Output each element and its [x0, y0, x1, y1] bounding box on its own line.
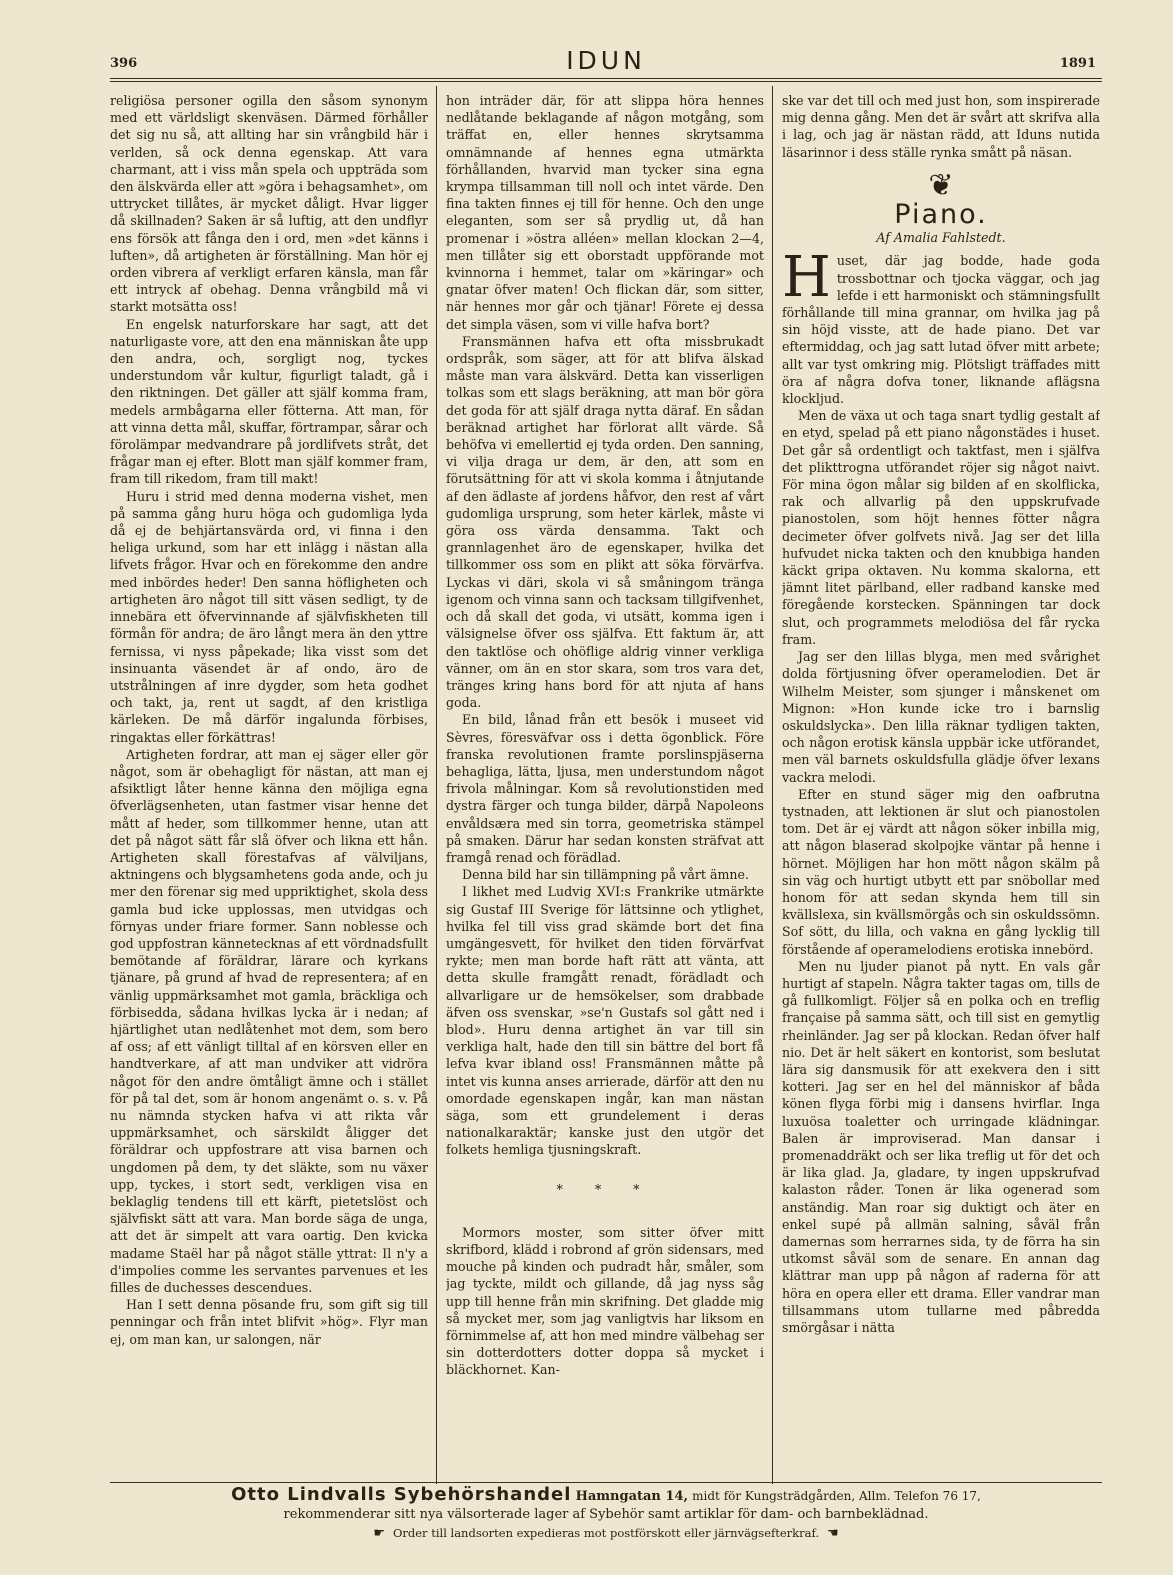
- header-rule-bottom: [110, 81, 1102, 82]
- paragraph: religiösa personer ogilla den såsom synonym med ett världsligt skenväsen. Därmed förhåller det sig nu så, att allting har sin vrångbild här i verlden, så ock denna egenskap. Att vara charmant, att i viss mån spela och uppträda som den älskvärda eller att »göra i behagsamhet», om uttrycket tillåtes, är mycket dåligt. Hvar ligger då skillnaden? Saken är så luftig, att den undflyr ens försök att fånga den i ord, men »det känns i luften», då artigheten är förställning. Man hör ej orden vibrera af verkligt erfaren känsla, man får ett intryck af obehag. Denna vrångbild må vi starkt motsätta oss!: [110, 93, 428, 315]
- paragraph: ske var det till och med just hon, som inspirerade mig denna gång. Men det är svårt att skrifva alla i lag, och jag är nästan rädd, att Iduns nutida läsarinnor i dess ställe rynka smått på näsan.: [782, 93, 1100, 160]
- column-divider-2: [772, 86, 773, 1484]
- paragraph: Jag ser den lillas blyga, men med svårighet dolda förtjusning öfver operamelodien. Det är Wilhelm Meister, som sjunger i månskenet om Mignon: »Hon kunde icke tro i barnslig oskuldslycka». Den lilla räknar tydligen takten, och någon erotisk känsla uppbär icke utförandet, men väl barnets oskuldsfulla glädje öfver lexans vackra melodi.: [782, 649, 1100, 785]
- page-number: 396: [110, 56, 138, 71]
- ad-shop-name: Otto Lindvalls Sybehörshandel: [231, 1484, 572, 1505]
- paragraph: En engelsk naturforskare har sagt, att det naturligaste vore, att den ena människan åte upp den andra, och, sorgligt nog, tyckes understundom vår kultur, figurligt taladt, gå i den riktningen. Det gäller att själf komma fram, medels armbågarna eller fötterna. Att man, för att vinna detta mål, skuffar, förtrampar, sårar och förolämpar medvandrare på jordlifvets stråt, det frågar man ej efter. Blott man själf kommer fram, fram till rikedom, fram till makt!: [110, 316, 428, 487]
- paragraph: Denna bild har sin tillämpning på vårt ämne.: [462, 867, 749, 883]
- paragraph: Men de växa ut och taga snart tydlig gestalt af en etyd, spelad på ett piano någonstädes i huset. Det går så ordentligt och taktfast, men i själfva det plikttrogna utförandet röjer sig något naivt. För mina ögon målar sig bilden af en skolflicka, rak och allvarlig på den uppskrufvade pianostolen, som höjt hennes fötter några decimeter öfver golfvets nivå. Jag ser det lilla hufvudet nicka takten och den knubbiga handen käckt gripa oktaven. Nu komma skalorna, ett jämnt litet pärlband, eller radband kanske med föregående korstecken. Spänningen tar dock slut, och programmets melodiösa del får rycka fram.: [782, 408, 1100, 647]
- footer-rule: [110, 1482, 1102, 1483]
- paragraph: I likhet med Ludvig XVI:s Frankrike utmärkte sig Gustaf III Sverige för lättsinne och ytlighet, hvilka fel till viss grad skämde bort det fina umgängesvett, för hvilket den tiden förvärfvat rykte; men man borde haft rätt att vänta, att detta skulle framgått renadt, förädladt och allvarligare ur de hemsökelser, som drabbade äfven oss svenskar, »se'n Gustafs sol gått ned i blod». Huru denna artighet än var till sin verkliga halt, hade den till sin bättre del bort få lefva kvar ibland oss! Fransmännen måtte på intet vis kunna anses arrierade, därför att den nu omordade egenskapen ingår, kan man nästan säga, som ett grundelement i deras nationalkaraktär; kanske just den utgör det folkets hemliga tjusningskraft.: [446, 884, 764, 1158]
- story-title: Piano.: [894, 199, 988, 231]
- header-rule-top: [110, 78, 1102, 79]
- column-2: [446, 92, 764, 1480]
- ad-line-3: [110, 1524, 1102, 1543]
- paragraph: Artigheten fordrar, att man ej säger eller gör något, som är obehagligt för nästan, att man ej afsiktligt låter henne känna den möjliga egna öfverlägsenheten, utan fastmer visar henne det mått af heder, som tillkommer henne, utan att det på något sätt får slå öfver och likna ett hån. Artigheten skall förestafvas af välviljans, aktningens och blygsamhetens goda ande, och ju mer den förenar sig med uppriktighet, skola dess gamla bud icke upplossas, men utvidgas och förnyas under friare former. Sann noblesse och god uppfostran kännetecknas af ett vördnadsfullt bemötande af föräldrar, lärare och kyrkans tjänare, på grund af hvad de representera; af en vänlig uppmärksamhet mot gamla, bräckliga och förbisedda, sådana hvilkas lycka är i nedan; af hjärtlighet utan nedlåtenhet mot dem, som bero af oss; af ett vänligt tilltal af en körsven eller en handtverkare, af att man undviker att vidröra något för den andre ömtåligt ämne och i stället för på tal det, som är honom angenämt o. s. v. På nu nämnda stycken hafva vi att rikta vår uppmärksamhet, och särskildt åligger det föräldrar och uppfostrare att visa barnen och ungdomen på dem, ty det släkte, som nu växer upp, tyckes, i stort sedt, verkligen visa en beklaglig tendens till ett kärft, pietetslöst och självfiskt sätt att vara. Man borde säga de unga, att det är simpelt att vara oartig. Den kvicka madame Staël har på något ställe yttrat: Il n'y a d'impolies comme les servantes parvenues et les filles de duchesses descendues.: [110, 746, 428, 1296]
- ad-order-text: Order till landsorten expedieras mot postförskott eller järnvägsefterkraf.: [392, 1526, 820, 1540]
- advertisement: [110, 1486, 1102, 1556]
- page-header: [110, 44, 1102, 78]
- column-1: [110, 92, 428, 1480]
- year-label: 1891: [1059, 56, 1096, 71]
- paragraph: Han I sett denna pösande fru, som gift sig till penningar och från intet blifvit »hög». Flyr man ej, om man kan, ur salongen, när: [110, 1297, 428, 1347]
- paragraph: Mormors moster, som sitter öfver mitt skrifbord, klädd i robrond af grön sidensars, med mouche på kinden och pudradt hår, småler, som jag tyckte, mildt och gillande, då jag nyss såg upp till henne från min skrifning. Det gladde mig så mycket mer, som jag vanligtvis har liksom en förnimmelse af, att hon med mindre välbehag ser sin dotterdotters dotter doppa så mycket i bläckhornet. Kan-: [446, 1224, 764, 1378]
- paragraph: Efter en stund säger mig den oafbrutna tystnaden, att lektionen är slut och pianostolen tom. Det är ej värdt att någon söker inbilla mig, att någon blaserad skolpojke väntar på henne i hörnet. Möjligen har hon mött någon skälm på sin väg och hurtigt utbytt ett par snöbollar med honom för att sedan skynda hem till sin kvällslexa, sin kvällsmörgås och sin oskuldssömn. Sof sött, du lilla, och vakna en gång lycklig till förstående af operamelodiens erotiska innebörd.: [782, 786, 1100, 957]
- ad-address-rest: midt för Kungsträdgården, Allm. Telefon 76 17,: [692, 1489, 981, 1503]
- story-first-paragraph: [782, 245, 1100, 407]
- story-author: Af Amalia Fahlstedt.: [876, 230, 1006, 246]
- ad-address: Hamngatan 14,: [575, 1489, 689, 1504]
- paragraph-text: uset, där jag bodde, hade goda trossbottnar och tjocka väggar, och jag lefde i ett harmoniskt och stämningsfullt förhållande till mina grannar, om hvilka jag på sin höjd visste, att de hade piano. Det var eftermiddag, och jag satt lutad öfver mitt arbete; allt var tyst omkring mig. Plötsligt träffades mitt öra af några dofva toner, liknande aflägsna klockljud.: [782, 253, 1100, 407]
- section-stars: * * *: [556, 1181, 654, 1197]
- paragraph: Huru i strid med denna moderna vishet, men på samma gång huru höga och gudomliga lyda då ej de behjärtansvärda ord, vi finna i den heliga urkund, som har ett inlägg i nästan alla lifvets frågor. Hvar och en förekomme den andre med inbördes heder! Den sanna höfligheten och artigheten äro något till sitt väsen sedligt, ty de innebära ett öfvervinnande af självfiskheten till förmån för andra; de äro långt mera än den yttre fernissa, vi nyss påpekade; lika visst som det insinuanta väsendet är af ondo, äro de utstrålningen af inre dygder, som heta godhet och takt, ja, rent ut sagdt, af den kristliga kärleken. De må därför ingalunda förbises, ringaktas eller förkättras!: [110, 488, 428, 745]
- masthead-title: IDUN: [566, 46, 646, 75]
- pointing-hand-left-icon: ☚: [827, 1526, 839, 1541]
- column-3: [782, 92, 1100, 1480]
- pointing-hand-right-icon: ☛: [373, 1526, 385, 1541]
- ad-line-2: rekommenderar sitt nya välsorterade lager af Sybehör samt artiklar för dam- och barnbeklädnad.: [283, 1507, 929, 1522]
- column-divider-1: [436, 86, 437, 1484]
- paragraph: Fransmännen hafva ett ofta missbrukadt ordspråk, som säger, att för att blifva älskad måste man vara älskvärd. Detta kan visserligen tolkas som ett slags beräkning, att man bör göra det goda för att själf draga nytta däraf. En sådan beräknad artighet har förlorat allt värde. Så behöfva vi emellertid ej tyda orden. Den sanning, vi vilja draga ur dem, är den, att som en förutsättning för att vi skola komma i åtnjutande af den ädlaste af jordens håfvor, den rest af vårt gudomliga ursprung, som heter kärlek, måste vi göra oss värda densamma. Takt och grannlagenhet äro de egenskaper, hvilka det tillkommer oss som en plikt att söka förvärfva. Lyckas vi däri, skola vi så småningom tränga igenom och vinna sann och tacksam tillgifvenhet, och då skall det goda, vi utsätt, komma igen i välsignelse öfver oss själfva. Ett faktum är, att den taktlöse och ohöflige aldrig vinner verkliga vänner, om än en stor skara, som tros vara det, tränges kring hans bord för att njuta af hans goda.: [446, 333, 764, 711]
- ad-line-1: [110, 1486, 1102, 1506]
- paragraph: En bild, lånad från ett besök i museet vid Sèvres, föresväfvar oss i detta ögonblick. Före franska revolutionen framte porslinspjäserna behagliga, lätta, ljusa, men understundom något frivola målningar. Kom så revolutionstiden med dystra färger och tunga bilder, därpå Napoleons envåldsæra med sin torra, geometriska stämpel på smaken. Därur har sedan konsten sträfvat att framgå renad och förädlad.: [446, 712, 764, 865]
- drop-cap: H: [782, 245, 831, 311]
- ornament-icon: ❦: [928, 167, 954, 203]
- paragraph: hon inträder där, för att slippa höra hennes nedlåtande beklagande af någon motgång, som träffat en, eller hennes skrytsamma omnämnande af hennes egna utmärkta förhållanden, hvarvid man tycker sina egna krympa tillsamman till noll och intet värde. Den fina takten finnes ej till för henne. Och den unge eleganten, som ser så prydlig ut, då han promenar i »östra alléen» mellan klockan 2—4, men tillåter sig ett oborstadt uppförande mot kvinnorna i hemmet, talar om »käringar» och gnatar öfver maten! Och flickan där, som sitter, när hennes mor går och tjänar! Förete ej dessa det simpla väsen, som vi ville hafva bort?: [446, 93, 764, 332]
- paragraph: Men nu ljuder pianot på nytt. En vals går hurtigt af stapeln. Några takter tagas om, tills de gå fullkomligt. Följer så en polka och en treflig française på samma sätt, och till sist en gemytlig rheinländer. Jag ser på klockan. Redan öfver half nio. Det är helt säkert en kontorist, som beslutat lära sig dansmusik för att exekvera den i sitt kotteri. Jag ser en hel del människor af båda könen flyga förbi mig i dansens hvirflar. Inga luxuösa toaletter och urringade klädningar. Balen är improviserad. Man dansar i promenaddräkt och ser lika treflig ut för det och är lika glad. Ja, gladare, ty ingen uppskrufvad kalaston råder. Tonen är lika ogenerad som anständig. Man roar sig duktigt och äter en enkel supé på allmän salning, såväl från damernas som herrarnes sida, ty de förra ha sin utkomst såväl som de senare. En annan dag klättrar man upp på någon af raderna för att höra en opera eller ett drama. Eller vandrar man tillsammans utom tullarne med påbredda smörgåsar i nätta: [782, 958, 1100, 1336]
